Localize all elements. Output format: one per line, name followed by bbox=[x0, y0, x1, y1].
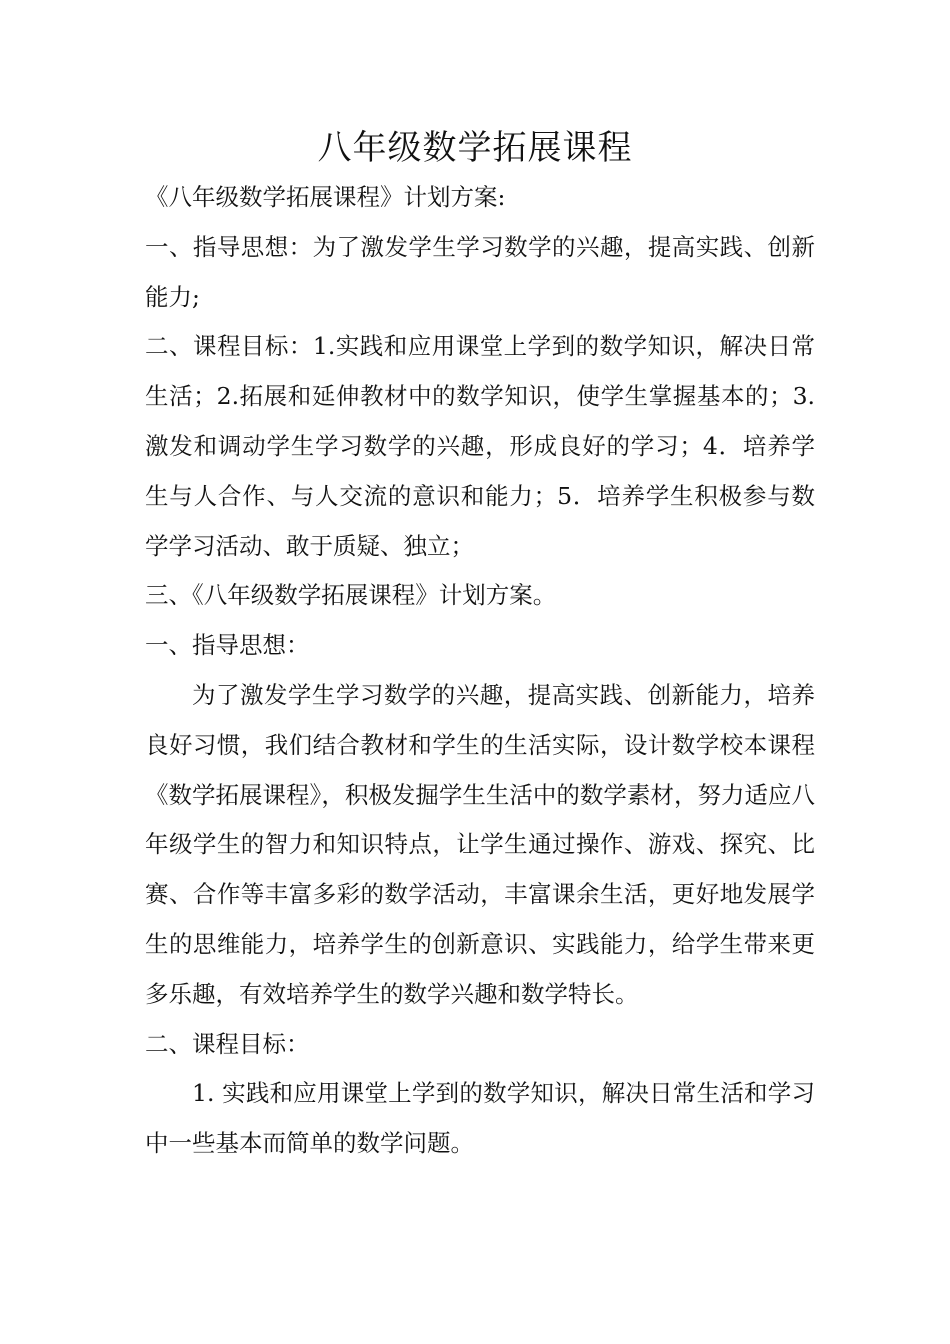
paragraph-guiding-idea-summary: 一、指导思想：为了激发学生学习数学的兴趣，提高实践、创新能力; bbox=[145, 232, 815, 311]
paragraph-course-goals-heading: 二、课程目标： bbox=[145, 1029, 310, 1058]
paragraph-section-three-heading: 三、《八年级数学拓展课程》计划方案。 bbox=[145, 581, 557, 610]
document-body bbox=[145, 173, 815, 1169]
paragraph-course-goal-one: 1. 实践和应用课堂上学到的数学知识，解决日常生活和学习中一些基本而简单的数学问题。 bbox=[145, 1079, 815, 1158]
paragraph-course-goals-summary: 二、课程目标：1.实践和应用课堂上学到的数学知识，解决日常生活；2.拓展和延伸教材中的数学知识，使学生掌握基本的；3.激发和调动学生学习数学的兴趣，形成良好的学习；4．培养学生与人合作、与人交流的意识和能力；5．培养学生积极参与数学学习活动、敢于质疑、独立； bbox=[145, 332, 815, 560]
paragraph-guiding-idea-heading: 一、指导思想： bbox=[145, 631, 310, 660]
document-title: 八年级数学拓展课程 bbox=[317, 128, 633, 168]
paragraph-guiding-idea-body: 为了激发学生学习数学的兴趣，提高实践、创新能力，培养良好习惯，我们结合教材和学生的生活实际，设计数学校本课程《数学拓展课程》，积极发掘学生生活中的数学素材，努力适应八年级学生的智力和知识特点，让学生通过操作、游戏、探究、比赛、合作等丰富多彩的数学活动，丰富课余生活，更好地发展学生的思维能力，培养学生的创新意识、实践能力，给学生带来更多乐趣，有效培养学生的数学兴趣和数学特长。 bbox=[145, 680, 815, 1008]
paragraph-plan-heading: 《八年级数学拓展课程》计划方案: bbox=[145, 183, 506, 211]
